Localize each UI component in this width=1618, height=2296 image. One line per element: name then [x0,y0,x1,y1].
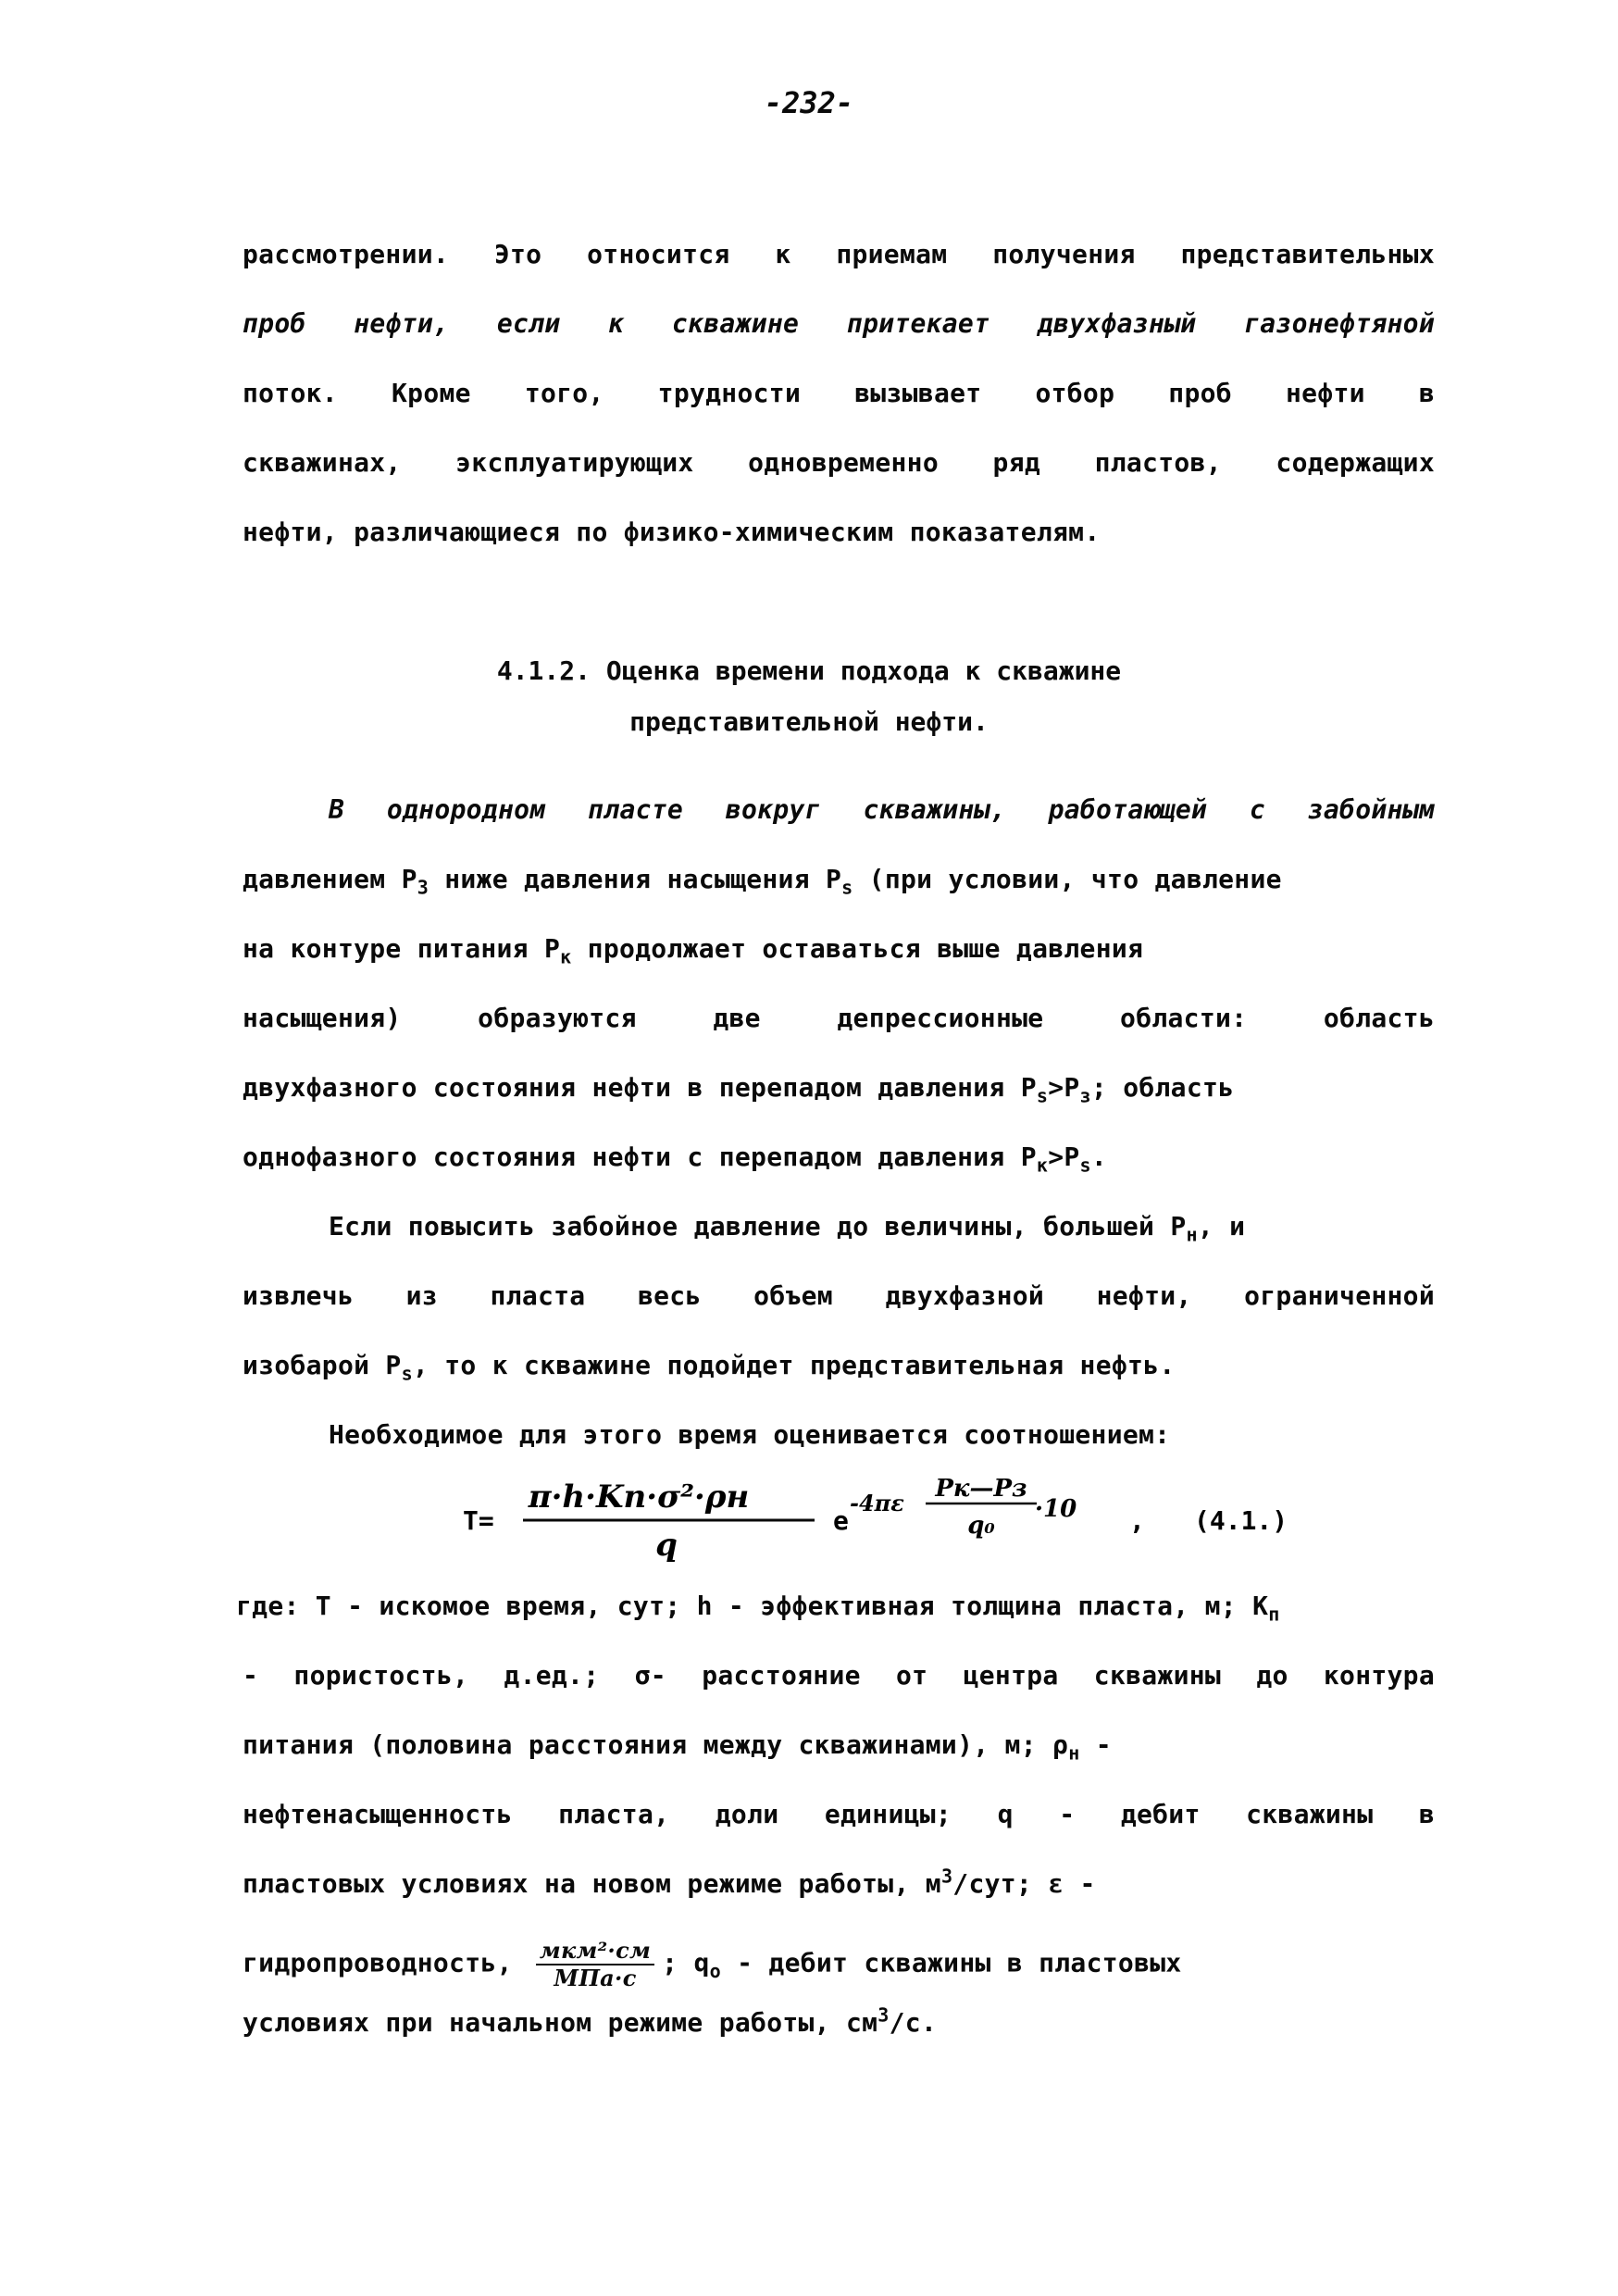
p5-l6-text-b: ; q [662,1947,710,1978]
paragraph-1-line-4: скважинах, эксплуатирующих одновременно ряд пластов, содержащих [243,447,1435,478]
section-heading-line-1: 4.1.2. Оценка времени подхода к скважине [496,655,1122,686]
p3-l1-sub: н [1186,1223,1198,1246]
paragraph-1-line-1: рассмотрении. Это относится к приемам получения представительных [243,239,1435,269]
units-fraction [536,1938,654,1990]
p3-l3-text-a: изобарой Р [243,1350,402,1380]
paragraph-5-line-2: - пористость, д.ед.; σ- расстояние от центра скважины до контура [243,1660,1435,1691]
p2-l6-text-a: однофазного состояния нефти с перепадом давления Р [243,1142,1037,1172]
paragraph-2-line-4: насыщения) образуются две депрессионные области: область [243,1003,1435,1033]
formula-exp-numerator: Pк—Pз [935,1475,1027,1503]
formula-comma: , [1129,1505,1145,1536]
formula-svg [463,1463,1444,1574]
p2-l2-text-c: (при условии, что давление [853,864,1282,894]
formula-4-1 [0,1463,1618,1574]
paragraph-1-line-5: нефти, различающиеся по физико-химическим показателям. [243,517,1101,547]
formula-exp-suffix: ·10 [1035,1495,1077,1523]
p2-l3-sub: к [560,945,572,968]
p5-l6-sub: о [709,1960,721,1983]
paragraph-2-line-6 [243,1142,1435,1177]
paragraph-5-line-7 [243,2003,1435,2038]
p2-l5-sub-1: s [1036,1084,1049,1107]
p3-l3-sub: s [401,1362,413,1385]
p5-l6-text-a: гидропроводность, [243,1947,529,1978]
paragraph-3-line-1 [329,1211,1521,1246]
p3-l1-text-b: , и [1197,1211,1246,1242]
units-fraction-denominator: МПа·с [554,1964,637,1991]
p2-l5-sub-2: з [1079,1084,1091,1107]
p2-l3-text-b: продолжает оставаться выше давления [571,933,1144,964]
p5-l5-text-b: /сут; ε - [952,1868,1096,1899]
formula-numerator: π·h·Kп·σ²·ρн [528,1479,750,1516]
p5-l3-sub: н [1068,1741,1080,1765]
p2-l6-sub-2: s [1079,1154,1091,1177]
p5-l1-sub: п [1268,1603,1280,1626]
paragraph-2-line-2 [243,864,1435,899]
p2-l6-text-b: >Р [1048,1142,1080,1172]
p5-l1-text: где: Т - искомое время, сут; h - эффективная толщина пласта, м; К [236,1591,1269,1621]
p5-l5-text-a: пластовых условиях на новом режиме работы, м [243,1868,941,1899]
formula-exp-prefix: -4πε [850,1490,904,1516]
section-heading-line-2: представительной нефти. [629,706,989,737]
paragraph-5-line-3 [243,1729,1435,1765]
paragraph-3-line-3 [243,1350,1435,1385]
p5-l7-text-b: /с. [889,2007,938,2038]
p5-l7-sup: 3 [877,2003,890,2027]
paragraph-5-line-4: нефтенасыщенность пласта, доли единицы; q - дебит скважины в [243,1799,1435,1829]
p2-l5-text-a: двухфазного состояния нефти в перепадом давления Р [243,1072,1037,1103]
p2-l2-sub-2: s [841,876,853,899]
p3-l3-text-b: , то к скважине подойдет представительная нефть. [412,1350,1176,1380]
units-fraction-numerator: мкм²·см [536,1938,654,1965]
paragraph-1-line-3: поток. Кроме того, трудности вызывает отбор проб нефти в [243,378,1435,408]
paragraph-2-line-3 [243,933,1435,968]
p2-l2-text-b: ниже давления насыщения Р [429,864,842,894]
p2-l5-text-b: >Р [1048,1072,1080,1103]
p2-l2-text-a: давлением Р [243,864,417,894]
formula-exp-denominator: q₀ [967,1512,995,1540]
paragraph-5-line-6 [243,1938,1435,1990]
p2-l6-sub-1: к [1036,1154,1049,1177]
formula-exp-base: e [833,1505,849,1536]
p5-l7-text-a: условиях при начальном режиме работы, см [243,2007,878,2038]
paragraph-2-line-5 [243,1072,1435,1107]
paragraph-4-intro: Необходимое для этого время оценивается соотношением: [329,1419,1171,1450]
paragraph-3-line-2: извлечь из пласта весь объем двухфазной нефти, ограниченной [243,1280,1435,1311]
p5-l3-text-b: - [1079,1729,1112,1760]
paragraph-2-line-1: В однородном пласте вокруг скважины, работающей с забойным [329,794,1435,825]
paragraph-1-line-2: проб нефти, если к скважине притекает двухфазный газонефтяной [243,308,1435,339]
p2-l3-text-a: на контуре питания Р [243,933,561,964]
formula-label: (4.1.) [1194,1505,1288,1536]
p5-l3-text-a: питания (половина расстояния между скважинами), м; ρ [243,1729,1069,1760]
p2-l5-text-c: ; область [1090,1072,1235,1103]
paragraph-5-line-1 [236,1591,1428,1626]
paragraph-5-line-5 [243,1865,1435,1899]
p5-l5-sup: 3 [940,1865,953,1888]
p2-l6-text-c: . [1090,1142,1108,1172]
formula-denominator: q [655,1527,678,1564]
formula-lhs: Т= [463,1505,494,1536]
p3-l1-text-a: Если повысить забойное давление до величины, большей Р [329,1211,1187,1242]
p5-l6-text-c: - дебит скважины в пластовых [720,1947,1182,1978]
p2-l2-sub-1: З [417,876,429,899]
page-number: -232- [764,85,854,120]
